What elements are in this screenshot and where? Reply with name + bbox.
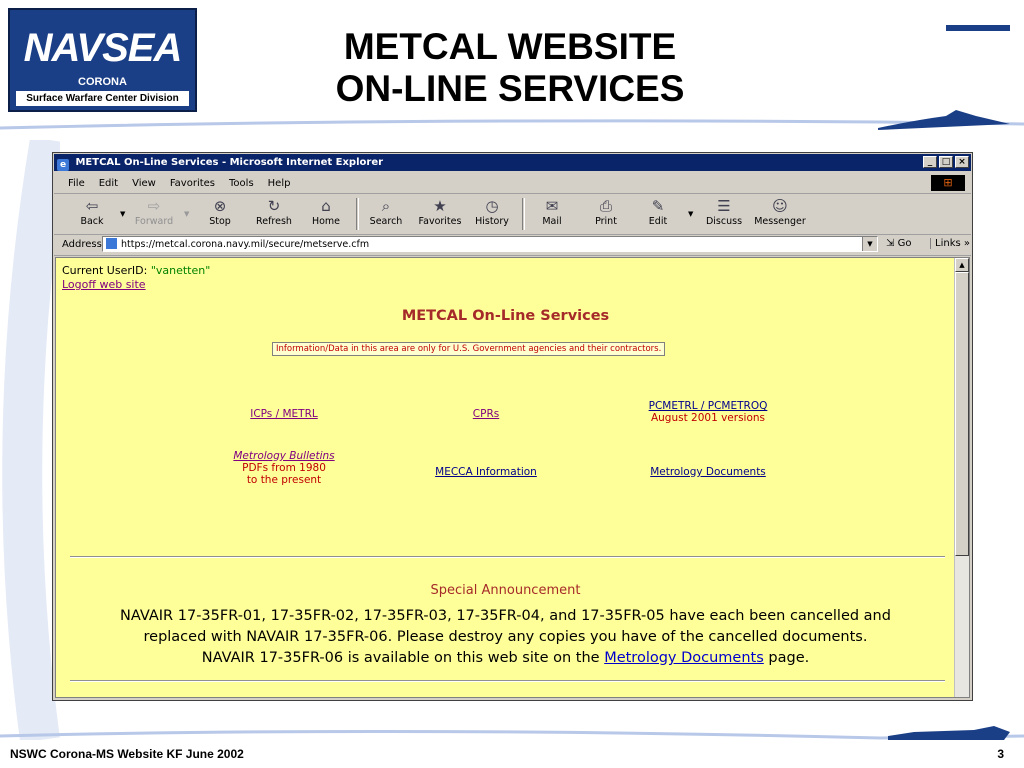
history-icon: ◷ bbox=[485, 197, 499, 215]
metdocs-cell bbox=[598, 466, 818, 478]
announcement-title: Special Announcement bbox=[430, 583, 581, 598]
favorites-icon: ★ bbox=[433, 197, 447, 215]
metrology-documents-link[interactable]: Metrology Documents bbox=[650, 466, 766, 478]
scroll-thumb[interactable] bbox=[955, 272, 969, 556]
logo-subtitle: CORONA bbox=[78, 76, 127, 88]
page-icon bbox=[106, 238, 117, 249]
page-content bbox=[56, 258, 955, 697]
address-dropdown-icon[interactable]: ▼ bbox=[862, 237, 877, 251]
menu-favorites[interactable]: Favorites bbox=[169, 177, 216, 189]
edit-button[interactable] bbox=[634, 196, 682, 227]
cprs-cell bbox=[376, 408, 596, 420]
toolbar-separator bbox=[356, 198, 359, 230]
forward-dropdown-icon[interactable]: ▼ bbox=[184, 210, 190, 218]
window-controls bbox=[923, 156, 969, 168]
mecca-information-link[interactable]: MECCA Information bbox=[435, 466, 537, 478]
page-heading: METCAL On-Line Services bbox=[401, 308, 610, 324]
toolbar-separator bbox=[522, 198, 525, 230]
browser-window bbox=[52, 152, 973, 701]
go-button[interactable] bbox=[886, 238, 911, 249]
edit-icon: ✎ bbox=[651, 197, 665, 215]
back-arrow-icon: ⇦ bbox=[85, 197, 99, 215]
go-label: Go bbox=[897, 238, 912, 249]
messenger-button[interactable] bbox=[752, 196, 808, 227]
stop-icon: ⊗ bbox=[213, 197, 227, 215]
refresh-label: Refresh bbox=[256, 216, 292, 227]
print-label: Print bbox=[595, 216, 617, 227]
announcement-line2: replaced with NAVAIR 17-35FR-06. Please destroy any copies you have of the cancelled documents. bbox=[143, 629, 868, 645]
footer-caption: NSWC Corona-MS Website KF June 2002 bbox=[10, 747, 244, 761]
menu-view[interactable]: View bbox=[132, 177, 156, 189]
toolbar bbox=[54, 194, 971, 235]
logoff-link[interactable]: Logoff web site bbox=[62, 278, 146, 291]
address-input[interactable] bbox=[102, 236, 878, 252]
userid-value: "vanetten" bbox=[150, 264, 211, 277]
announcement-text bbox=[66, 606, 945, 669]
print-icon: ⎙ bbox=[599, 197, 612, 215]
messenger-icon: ☺ bbox=[772, 197, 788, 215]
announcement-metrology-documents-link[interactable]: Metrology Documents bbox=[604, 650, 764, 666]
menu-bar bbox=[54, 173, 971, 194]
vertical-scrollbar[interactable] bbox=[954, 258, 969, 697]
refresh-icon: ↻ bbox=[267, 197, 281, 215]
links-label: Links bbox=[935, 238, 961, 249]
close-button[interactable]: × bbox=[955, 156, 969, 168]
discuss-icon: ☰ bbox=[717, 197, 731, 215]
search-label: Search bbox=[369, 216, 403, 227]
government-notice: Information/Data in this area are only for U.S. Government agencies and their contractors. bbox=[272, 342, 665, 356]
history-button[interactable] bbox=[468, 196, 516, 227]
back-label: Back bbox=[80, 216, 104, 227]
bulletins-cell bbox=[174, 450, 394, 486]
announcement-line3 bbox=[66, 648, 945, 669]
mail-label: Mail bbox=[542, 216, 562, 227]
address-url: https://metcal.corona.navy.mil/secure/metserve.cfm bbox=[121, 239, 370, 250]
bottom-swoosh-decoration bbox=[0, 722, 1024, 746]
menu-tools[interactable]: Tools bbox=[229, 177, 254, 189]
forward-arrow-icon: ⇨ bbox=[147, 197, 161, 215]
go-arrow-icon: ⇲ bbox=[886, 238, 895, 249]
discuss-label: Discuss bbox=[705, 216, 743, 227]
menu-edit[interactable]: Edit bbox=[98, 177, 119, 189]
print-button[interactable] bbox=[582, 196, 630, 227]
icps-cell bbox=[174, 408, 394, 420]
current-userid bbox=[62, 264, 210, 277]
top-ship-icon bbox=[876, 20, 1016, 135]
address-label: Address bbox=[62, 239, 102, 250]
maximize-button[interactable]: □ bbox=[939, 156, 953, 168]
menu-help[interactable]: Help bbox=[267, 177, 291, 189]
navsea-logo bbox=[8, 8, 197, 112]
userid-label: Current UserID: bbox=[62, 264, 148, 277]
pcmetrl-version: August 2001 versions bbox=[650, 412, 766, 424]
forward-button[interactable] bbox=[130, 196, 178, 227]
window-title: METCAL On-Line Services - Microsoft Internet Explorer bbox=[75, 157, 384, 168]
favorites-label: Favorites bbox=[418, 216, 462, 227]
stop-label: Stop bbox=[209, 216, 231, 227]
mail-icon: ✉ bbox=[545, 197, 559, 215]
home-button[interactable] bbox=[302, 196, 350, 227]
announcement-line3-pre: NAVAIR 17-35FR-06 is available on this web site on the bbox=[201, 650, 600, 666]
divider bbox=[70, 556, 945, 558]
ie-logo-icon: e bbox=[57, 159, 69, 171]
bottom-ship-icon bbox=[884, 722, 1014, 746]
edit-label: Edit bbox=[648, 216, 668, 227]
pcmetrl-cell bbox=[598, 400, 818, 424]
favorites-button[interactable] bbox=[416, 196, 464, 227]
scroll-up-icon[interactable]: ▲ bbox=[955, 258, 969, 272]
edit-dropdown-icon[interactable]: ▼ bbox=[688, 210, 694, 218]
mecca-cell bbox=[376, 466, 596, 478]
slide-number: 3 bbox=[997, 747, 1004, 761]
back-dropdown-icon[interactable]: ▼ bbox=[120, 210, 126, 218]
search-icon: ⌕ bbox=[381, 197, 391, 215]
messenger-label: Messenger bbox=[754, 216, 806, 227]
title-bar[interactable] bbox=[54, 154, 971, 171]
refresh-button[interactable] bbox=[250, 196, 298, 227]
slide-title-line2: ON-LINE SERVICES bbox=[335, 68, 685, 109]
menu-file[interactable]: File bbox=[68, 177, 85, 189]
logo-wordmark: NAVSEA bbox=[23, 26, 182, 70]
page-viewport bbox=[55, 257, 970, 698]
logo-division: Surface Warfare Center Division bbox=[16, 91, 189, 106]
divider bbox=[70, 680, 945, 682]
left-arc-decoration bbox=[0, 140, 60, 740]
stop-button[interactable] bbox=[196, 196, 244, 227]
discuss-button[interactable] bbox=[700, 196, 748, 227]
history-label: History bbox=[475, 216, 509, 227]
cprs-link[interactable]: CPRs bbox=[472, 408, 500, 420]
forward-label: Forward bbox=[134, 216, 174, 227]
bulletins-sub1: PDFs from 1980 bbox=[242, 462, 326, 474]
home-icon: ⌂ bbox=[321, 197, 331, 215]
metrology-bulletins-link[interactable]: Metrology Bulletins bbox=[233, 450, 335, 462]
icps-metrl-link[interactable]: ICPs / METRL bbox=[250, 408, 318, 420]
chevron-right-icon: » bbox=[963, 238, 971, 249]
pcmetrl-link[interactable]: PCMETRL / PCMETROQ bbox=[648, 400, 768, 412]
address-bar bbox=[54, 235, 971, 256]
announcement-line3-post: page. bbox=[768, 650, 810, 666]
announcement-line1: NAVAIR 17-35FR-01, 17-35FR-02, 17-35FR-03, 17-35FR-04, and 17-35FR-05 have each been cancelled and bbox=[120, 608, 891, 624]
slide-title bbox=[250, 26, 770, 110]
minimize-button[interactable]: _ bbox=[923, 156, 937, 168]
links-button[interactable] bbox=[930, 238, 970, 249]
mail-button[interactable] bbox=[528, 196, 576, 227]
back-button[interactable] bbox=[68, 196, 116, 227]
search-button[interactable] bbox=[362, 196, 410, 227]
slide-title-line1: METCAL WEBSITE bbox=[343, 26, 677, 67]
bulletins-sub2: to the present bbox=[246, 474, 322, 486]
top-swoosh-decoration bbox=[0, 118, 1024, 138]
windows-logo-icon: ⊞ bbox=[931, 175, 965, 191]
home-label: Home bbox=[311, 216, 341, 227]
